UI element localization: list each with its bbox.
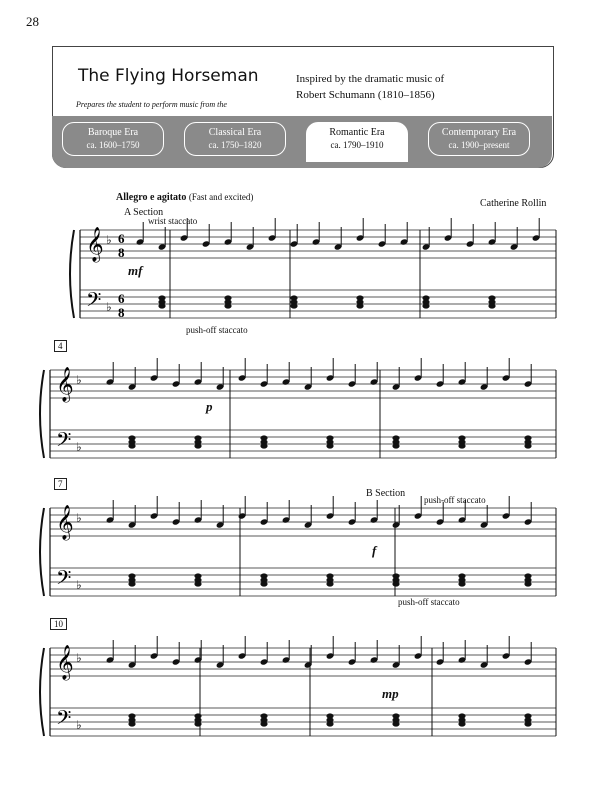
pushoff-label-2: push-off staccato bbox=[398, 597, 460, 607]
bass-chord-note bbox=[128, 443, 135, 448]
measure-number: 10 bbox=[50, 618, 67, 630]
treble-clef-icon: 𝄞 bbox=[86, 227, 104, 262]
era-dates: ca. 1900–present bbox=[448, 140, 510, 150]
bass-time-top: 6 bbox=[118, 291, 125, 306]
brace bbox=[40, 508, 44, 596]
bass-chord-note bbox=[260, 581, 267, 586]
tempo-note: (Fast and excited) bbox=[188, 192, 254, 202]
piece-title: The Flying Horseman bbox=[78, 66, 259, 86]
prepares-text: Prepares the student to perform music from the bbox=[76, 100, 227, 109]
inspired-line-1: Inspired by the dramatic music of bbox=[296, 73, 445, 85]
brace bbox=[40, 370, 44, 458]
era-name: Baroque Era bbox=[87, 127, 139, 138]
bass-chord-note bbox=[260, 443, 267, 448]
flat-icon: ♭ bbox=[76, 511, 82, 525]
bass-chord-note bbox=[326, 443, 333, 448]
treble-clef-icon: 𝄞 bbox=[56, 645, 74, 680]
dynamic-f: f bbox=[372, 543, 377, 558]
composer-name: Catherine Rollin bbox=[480, 198, 547, 209]
flat-icon: ♭ bbox=[76, 651, 82, 665]
flat-icon: ♭ bbox=[76, 578, 82, 592]
bass-clef-icon: 𝄢 bbox=[86, 288, 102, 316]
section-a-label: A Section bbox=[124, 207, 164, 218]
bass-chord-note bbox=[194, 721, 201, 726]
section-b-label: B Section bbox=[366, 488, 406, 499]
treble-time-top: 6 bbox=[118, 231, 125, 246]
bass-chord-note bbox=[392, 721, 399, 726]
bass-chord-note bbox=[356, 303, 363, 308]
dynamic-p: p bbox=[206, 399, 213, 414]
bass-chord-note bbox=[128, 581, 135, 586]
era-dates: ca. 1790–1910 bbox=[330, 140, 384, 150]
bass-clef-icon: 𝄢 bbox=[56, 706, 72, 734]
bass-chord-note bbox=[524, 721, 531, 726]
measure-number: 4 bbox=[54, 340, 67, 352]
bass-chord-note bbox=[488, 303, 495, 308]
bass-chord-note bbox=[194, 443, 201, 448]
inspired-line-2: Robert Schumann (1810–1856) bbox=[296, 89, 435, 101]
bass-chord-note bbox=[524, 443, 531, 448]
era-dates: ca. 1750–1820 bbox=[208, 140, 262, 150]
bass-chord-note bbox=[260, 721, 267, 726]
bass-chord-note bbox=[392, 581, 399, 586]
dynamic-mf: mf bbox=[128, 263, 143, 278]
tempo-text: Allegro e agitato bbox=[116, 192, 187, 203]
bass-chord-note bbox=[128, 721, 135, 726]
era-dates: ca. 1600–1750 bbox=[86, 140, 140, 150]
flat-icon: ♭ bbox=[106, 300, 112, 314]
bass-chord-note bbox=[524, 581, 531, 586]
page-number: 28 bbox=[26, 14, 39, 29]
era-name: Classical Era bbox=[208, 127, 262, 138]
bass-chord-note bbox=[326, 581, 333, 586]
pushoff-label-1: push-off staccato bbox=[186, 325, 248, 335]
era-name: Romantic Era bbox=[329, 127, 385, 138]
brace bbox=[40, 648, 44, 736]
brace bbox=[70, 230, 74, 318]
bass-chord-note bbox=[158, 303, 165, 308]
bass-chord-note bbox=[224, 303, 231, 308]
era-name: Contemporary Era bbox=[441, 127, 517, 138]
bass-chord-note bbox=[458, 721, 465, 726]
treble-time-bottom: 8 bbox=[118, 245, 125, 260]
pushoff-label-3: push-off staccato bbox=[424, 495, 486, 505]
treble-clef-icon: 𝄞 bbox=[56, 505, 74, 540]
bass-time-bottom: 8 bbox=[118, 305, 125, 320]
bass-chord-note bbox=[326, 721, 333, 726]
bass-clef-icon: 𝄢 bbox=[56, 428, 72, 456]
bass-chord-note bbox=[392, 443, 399, 448]
bass-chord-note bbox=[194, 581, 201, 586]
flat-icon: ♭ bbox=[76, 373, 82, 387]
wrist-staccato-label: wrist staccato bbox=[148, 216, 198, 226]
flat-icon: ♭ bbox=[76, 440, 82, 454]
bass-chord-note bbox=[290, 303, 297, 308]
measure-number: 7 bbox=[54, 478, 67, 490]
flat-icon: ♭ bbox=[106, 233, 112, 247]
bass-clef-icon: 𝄢 bbox=[56, 566, 72, 594]
dynamic-mp: mp bbox=[382, 686, 399, 701]
treble-clef-icon: 𝄞 bbox=[56, 367, 74, 402]
bass-chord-note bbox=[422, 303, 429, 308]
bass-chord-note bbox=[458, 581, 465, 586]
flat-icon: ♭ bbox=[76, 718, 82, 732]
bass-chord-note bbox=[458, 443, 465, 448]
